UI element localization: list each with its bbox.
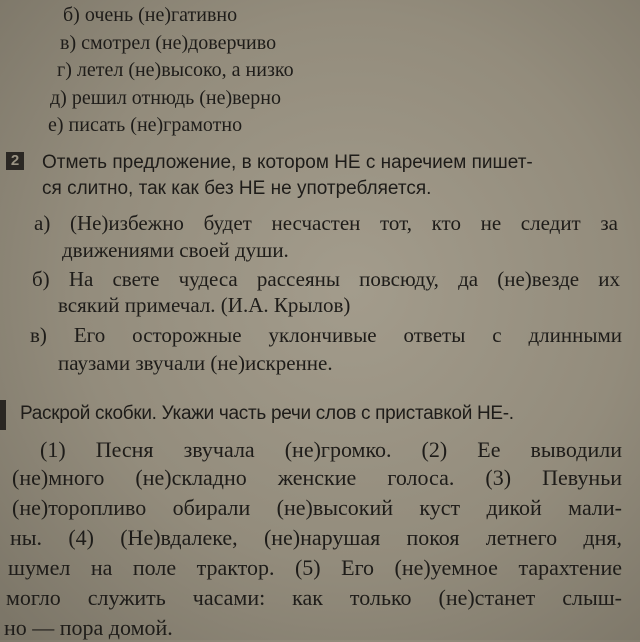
task3-text-line-4: ны. (4) (Не)вдалеке, (не)нарушая покоя летнего дня, — [10, 525, 622, 550]
task2-question-line-1: Отметь предложение, в котором НЕ с наречием пишет- — [42, 152, 533, 173]
option-d-previous: д) решил отнюдь (не)верно — [50, 87, 282, 109]
task3-text-line-5: шумел на поле трактор. (5) Его (не)уемное тарахтение — [8, 555, 622, 580]
task3-text-line-2: (не)много (не)складно женские голоса. (3) Певуньи — [12, 465, 622, 490]
task2-option-v-line-2: паузами звучали (не)искренне. — [58, 351, 333, 375]
option-g-previous: г) летел (не)высоко, а низко — [57, 59, 294, 81]
task-marker-bar — [0, 400, 6, 430]
option-b-previous: б) очень (не)гативно — [63, 4, 238, 26]
task-number-badge: 2 — [6, 152, 24, 170]
task3-text-line-3: (не)торопливо обирали (не)высокий куст дикой мали- — [12, 495, 622, 520]
option-v-previous: в) смотрел (не)доверчиво — [60, 32, 277, 54]
task3-text-line-6: могло служить часами: как только (не)станет слыш- — [6, 585, 622, 610]
task2-option-a-line-1: а) (Не)избежно будет несчастен тот, кто не следит за — [34, 211, 618, 235]
task2-question-line-2: ся слитно, так как без НЕ не употребляется. — [42, 178, 432, 199]
option-e-previous: е) писать (не)грамотно — [48, 114, 243, 136]
task2-option-v-line-1: в) Его осторожные уклончивые ответы с длинными — [30, 323, 622, 347]
task2-option-b-line-1: б) На свете чудеса рассеяны повсюду, да (не)везде их — [32, 267, 620, 291]
task3-text-line-7: но — пора домой. — [4, 615, 173, 640]
task2-option-b-line-2: всякий примечал. (И.А. Крылов) — [58, 293, 351, 317]
task3-text-line-1: (1) Песня звучала (не)громко. (2) Ее выводили — [40, 437, 622, 462]
task2-option-a-line-2: движениями своей души. — [62, 238, 289, 262]
task3-instruction: Раскрой скобки. Укажи часть речи слов с приставкой НЕ-. — [20, 403, 514, 424]
